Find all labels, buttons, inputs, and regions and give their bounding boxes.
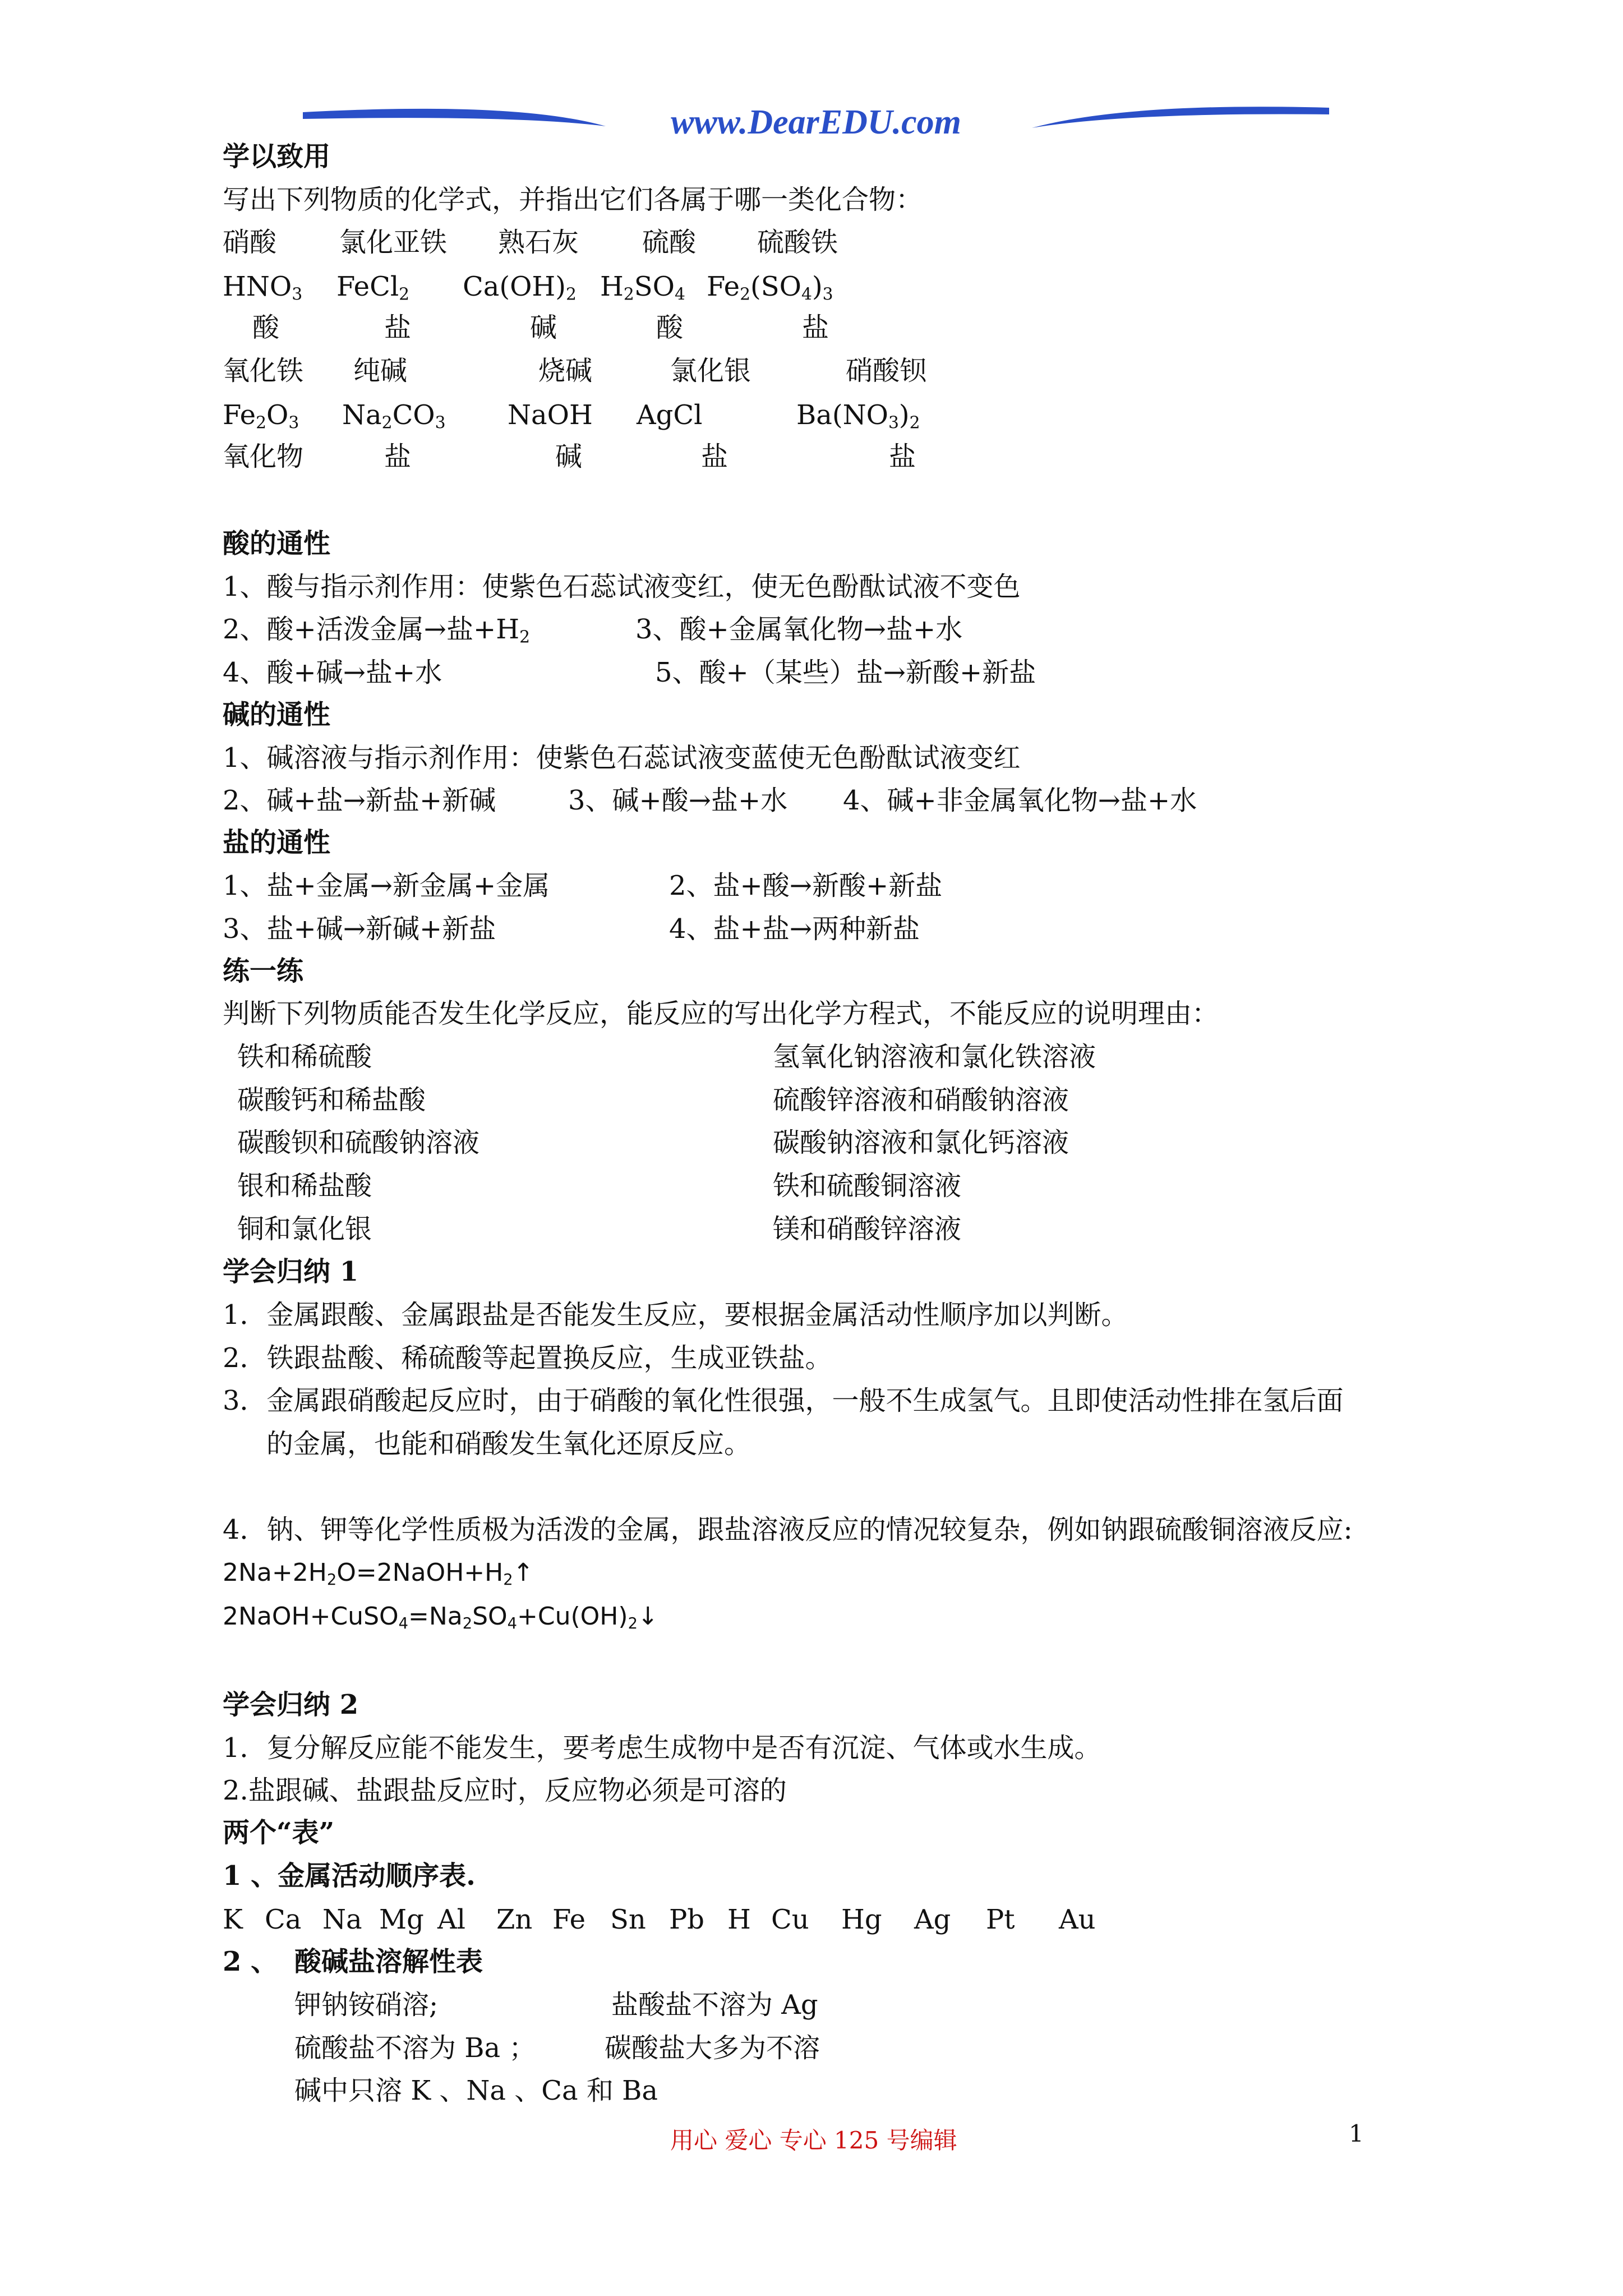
section-title-practice: 练一练 (223, 955, 304, 987)
summary2-point-1: 1．复分解反应能不能发生，要考虑生成物中是否有沉淀、气体或水生成。 (223, 1732, 1101, 1764)
compound-type: 盐 (701, 441, 728, 472)
salt-property-4: 4、盐+盐→两种新盐 (669, 913, 920, 945)
salt-property-3: 3、盐+碱→新碱+新盐 (223, 913, 496, 945)
acid-property-1: 1、酸与指示剂作用：使紫色石蕊试液变红，使无色酚酞试液不变色 (223, 571, 1021, 602)
solubility-rule-2: 盐酸盐不溶为 Ag (611, 1989, 818, 2021)
summary1-point-4: 4．钠、钾等化学性质极为活泼的金属，跟盐溶液反应的情况较复杂，例如钠跟硫酸铜溶液反应: (223, 1514, 1353, 1545)
section-title-summary-1: 学会归纳 1 (223, 1256, 359, 1287)
base-property-3: 3、碱+酸→盐+水 (568, 785, 788, 816)
section-title-base: 碱的通性 (223, 699, 331, 730)
summary1-point-2: 2．铁跟盐酸、稀硫酸等起置换反应，生成亚铁盐。 (223, 1342, 832, 1374)
summary1-point-1: 1．金属跟酸、金属跟盐是否能发生反应，要根据金属活动性顺序加以判断。 (223, 1299, 1128, 1331)
acid-property-4: 4、酸+碱→盐+水 (223, 657, 442, 688)
formula: NaOH (508, 399, 593, 431)
section-title-summary-2: 学会归纳 2 (223, 1689, 359, 1720)
practice-item: 碳酸钠溶液和氯化钙溶液 (773, 1127, 1069, 1158)
solubility-heading: 酸碱盐溶解性表 (294, 1946, 483, 1977)
compound-type: 盐 (802, 312, 829, 343)
compound-type: 盐 (384, 312, 412, 343)
metal-symbol: Mg (379, 1904, 424, 1935)
metal-symbol: Fe (552, 1904, 586, 1935)
salt-property-1: 1、盐+金属→新金属+金属 (223, 870, 550, 901)
base-property-2: 2、碱+盐→新盐+新碱 (223, 785, 496, 816)
formula: $H_2SO_4$ (600, 271, 685, 305)
solubility-rule-4: 碳酸盐大多为不溶 (605, 2032, 820, 2064)
summary1-point-3: 3．金属跟硝酸起反应时，由于硝酸的氧化性很强，一般不生成氢气。且即使活动性排在氢后面 (223, 1385, 1344, 1416)
practice-item: 碳酸钡和硫酸钠溶液 (237, 1127, 480, 1158)
compound-name: 硫酸 (642, 227, 697, 258)
compound-type: 酸 (656, 312, 684, 343)
compound-type: 碱 (530, 312, 557, 343)
compound-name: 硝酸钡 (846, 355, 927, 386)
compound-name: 氯化亚铁 (339, 227, 448, 258)
metal-symbol: Al (437, 1904, 466, 1935)
compound-name: 熟石灰 (498, 227, 579, 258)
header-left-swoosh (303, 109, 606, 126)
base-property-4: 4、碱+非金属氧化物→盐+水 (843, 785, 1197, 816)
practice-item: 碳酸钙和稀盐酸 (237, 1084, 426, 1116)
equation-naoh-cuso4: $2NaOH+CuSO_4=Na_2SO_4+Cu(OH)_2↓$ (223, 1602, 658, 1632)
metal-symbol: Sn (610, 1904, 646, 1935)
page-number: 1 (1349, 2120, 1364, 2147)
solubility-rule-1: 钾钠铵硝溶; (294, 1989, 439, 2021)
metal-symbol: K (223, 1904, 243, 1935)
practice-intro: 判断下列物质能否发生化学反应，能反应的写出化学方程式，不能反应的说明理由： (223, 998, 1219, 1029)
metal-symbol: Au (1059, 1904, 1096, 1935)
formula: FeCl$_2$ (336, 271, 410, 305)
equation-sodium-water: $2Na+2H_2O=2NaOH+H_2↑$ (223, 1558, 534, 1589)
header-site-text: www.DearEDU.com (671, 103, 961, 141)
base-property-1: 1、碱溶液与指示剂作用：使紫色石蕊试液变蓝使无色酚酞试液变红 (223, 742, 1021, 774)
footer-editor-note: 用心 爱心 专心 125 号编辑 (670, 2127, 957, 2154)
header-right-swoosh (1032, 107, 1329, 128)
compound-name: 硫酸铁 (757, 227, 838, 258)
compound-name: 硝酸 (223, 227, 277, 258)
formula: $Na_2CO_3$ (342, 399, 446, 433)
metal-symbol: Cu (771, 1904, 809, 1935)
practice-item: 银和稀盐酸 (237, 1170, 372, 1202)
solubility-rule-3: 硫酸盐不溶为 Ba ； (294, 2032, 536, 2064)
compound-type: 盐 (889, 441, 916, 472)
compound-name: 氧化铁 (223, 355, 304, 386)
compound-name: 氯化银 (670, 355, 751, 386)
section-title-salt: 盐的通性 (223, 827, 331, 858)
compound-type: 氧化物 (223, 441, 304, 472)
metal-symbol: Ca (265, 1904, 302, 1935)
section-title-apply: 学以致用 (223, 141, 331, 172)
metal-activity-heading: 1 、金属活动顺序表. (223, 1860, 476, 1892)
acid-property-2: 2、酸+活泼金属→盐$+H_2$ (223, 614, 530, 647)
formula: $Ba(NO_3)_2$ (796, 399, 920, 433)
formula: $Ca(OH)_2$ (463, 271, 577, 305)
summary1-point-3-cont: 的金属，也能和硝酸发生氧化还原反应。 (266, 1428, 751, 1460)
practice-item: 硫酸锌溶液和硝酸钠溶液 (773, 1084, 1069, 1116)
metal-symbol: Na (322, 1904, 362, 1935)
metal-symbol: Ag (914, 1904, 951, 1935)
apply-intro: 写出下列物质的化学式，并指出它们各属于哪一类化合物： (223, 184, 923, 215)
formula: $HNO_3$ (223, 271, 303, 305)
compound-type: 盐 (384, 441, 412, 472)
compound-type: 酸 (252, 312, 280, 343)
practice-item: 镁和硝酸锌溶液 (773, 1213, 962, 1245)
formula: AgCl (637, 399, 703, 431)
section-title-acid: 酸的通性 (223, 528, 331, 559)
metal-symbol: Pt (986, 1904, 1015, 1935)
formula: $Fe_2O_3$ (223, 399, 299, 433)
compound-name: 烧碱 (538, 355, 593, 386)
solubility-heading-number: 2 、 (223, 1946, 278, 1977)
header-logo (303, 95, 1329, 151)
summary2-point-2: 2.盐跟碱、盐跟盐反应时，反应物必须是可溶的 (223, 1775, 787, 1806)
metal-symbol: Pb (669, 1904, 705, 1935)
practice-item: 铜和氯化银 (237, 1213, 372, 1245)
compound-name: 纯碱 (353, 355, 408, 386)
compound-type: 碱 (555, 441, 583, 472)
metal-symbol: Zn (496, 1904, 533, 1935)
acid-property-5: 5、酸+（某些）盐→新酸+新盐 (655, 657, 1036, 688)
metal-symbol: Hg (841, 1904, 882, 1935)
solubility-rule-5: 碱中只溶 K 、Na 、Ca 和 Ba (294, 2075, 658, 2106)
formula: $Fe_2(SO_4)_3$ (707, 271, 833, 305)
practice-item: 铁和硫酸铜溶液 (773, 1170, 962, 1202)
acid-property-3: 3、酸+金属氧化物→盐+水 (635, 614, 963, 645)
practice-item: 铁和稀硫酸 (237, 1041, 372, 1073)
metal-symbol: H (727, 1904, 751, 1935)
salt-property-2: 2、盐+酸→新酸+新盐 (669, 870, 943, 901)
section-title-two-tables: 两个“表” (223, 1817, 335, 1848)
practice-item: 氢氧化钠溶液和氯化铁溶液 (773, 1041, 1096, 1073)
